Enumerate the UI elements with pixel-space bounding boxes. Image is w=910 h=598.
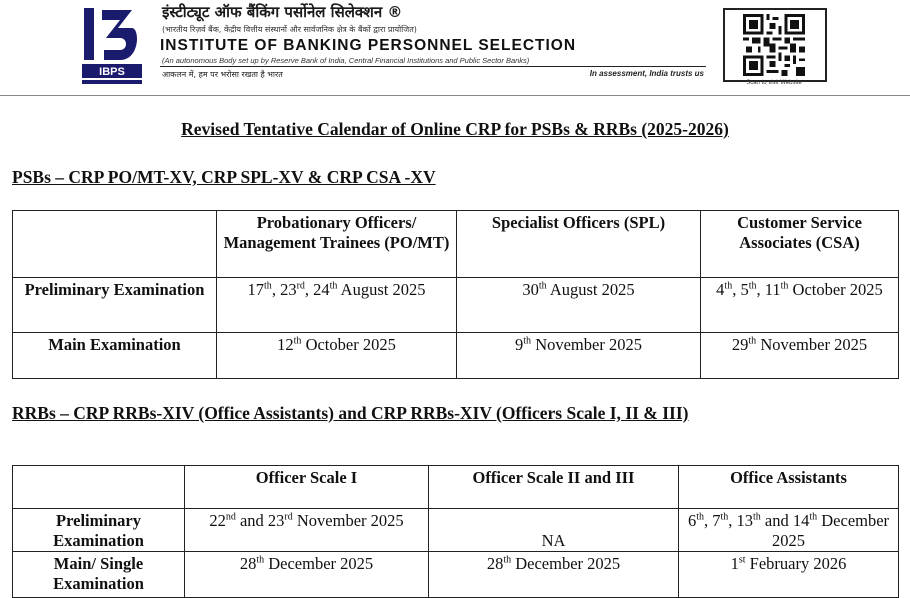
csa-main-date: 29th November 2025 bbox=[701, 333, 899, 379]
qr-caption: Scan to visit Website bbox=[746, 80, 802, 86]
org-subtitle-english: (An autonomous Body set up by Reserve Bank of India, Central Financial Institutions and Public Sector Banks) bbox=[162, 56, 530, 65]
org-name-hindi: इंस्टीट्यूट ऑफ बैंकिंग पर्सोनेल सिलेक्शन ® bbox=[162, 3, 403, 21]
header-rule bbox=[160, 66, 706, 67]
table-row bbox=[13, 509, 899, 552]
table-header-row bbox=[13, 466, 899, 509]
table-row bbox=[13, 278, 899, 333]
scale1-main-date: 28th December 2025 bbox=[185, 552, 429, 598]
table-header-row bbox=[13, 211, 899, 278]
empty-header-cell bbox=[13, 211, 217, 278]
logo-text: IBPS bbox=[99, 66, 125, 78]
motto-english: In assessment, India trusts us bbox=[589, 69, 704, 78]
ibps-logo bbox=[80, 6, 144, 86]
col-header-spl: Specialist Officers (SPL) bbox=[457, 211, 701, 278]
rrb-section-heading: RRBs – CRP RRBs-XIV (Office Assistants) and CRP RRBs-XIV (Officers Scale I, II & III) bbox=[12, 403, 689, 423]
col-header-csa: Customer Service Associates (CSA) bbox=[701, 211, 899, 278]
document-title: Revised Tentative Calendar of Online CRP for PSBs & RRBs (2025-2026) bbox=[181, 119, 729, 139]
psb-section-heading: PSBs – CRP PO/MT-XV, CRP SPL-XV & CRP CSA -XV bbox=[12, 167, 436, 187]
table-row bbox=[13, 333, 899, 379]
spl-main-date: 9th November 2025 bbox=[457, 333, 701, 379]
po-prelim-date: 17th, 23rd, 24th August 2025 bbox=[217, 278, 457, 333]
row-header-prelim: Preliminary Examination bbox=[13, 509, 185, 552]
psb-calendar-table bbox=[12, 210, 899, 379]
col-header-office-assistants: Office Assistants bbox=[679, 466, 899, 509]
csa-prelim-date: 4th, 5th, 11th October 2025 bbox=[701, 278, 899, 333]
oa-prelim-date: 6th, 7th, 13th and 14th December 2025 bbox=[679, 509, 899, 552]
row-header-prelim: Preliminary Examination bbox=[13, 278, 217, 333]
qr-code-box[interactable] bbox=[723, 8, 827, 82]
row-header-main: Main Examination bbox=[13, 333, 217, 379]
row-header-main: Main/ Single Examination bbox=[13, 552, 185, 598]
col-header-scale1: Officer Scale I bbox=[185, 466, 429, 509]
org-subtitle-hindi: (भारतीय रिज़र्व बैंक, केंद्रीय वित्तीय संस्थानों और सार्वजनिक क्षेत्र के बैंकों द्वारा प्रायोजित) bbox=[162, 25, 417, 34]
oa-main-date: 1st February 2026 bbox=[679, 552, 899, 598]
scale23-prelim-date: NA bbox=[429, 509, 679, 552]
po-main-date: 12th October 2025 bbox=[217, 333, 457, 379]
col-header-scale23: Officer Scale II and III bbox=[429, 466, 679, 509]
org-name-english: INSTITUTE OF BANKING PERSONNEL SELECTION bbox=[160, 37, 577, 54]
header-divider bbox=[0, 95, 910, 96]
qr-code-icon bbox=[743, 14, 805, 76]
col-header-po: Probationary Officers/ Management Trainees (PO/MT) bbox=[217, 211, 457, 278]
scale23-main-date: 28th December 2025 bbox=[429, 552, 679, 598]
table-row bbox=[13, 552, 899, 598]
empty-header-cell bbox=[13, 466, 185, 509]
rrb-calendar-table bbox=[12, 465, 899, 598]
letterhead bbox=[0, 0, 910, 92]
spl-prelim-date: 30th August 2025 bbox=[457, 278, 701, 333]
motto-hindi: आकलन में, हम पर भरोसा रखता है भारत bbox=[162, 70, 283, 79]
scale1-prelim-date: 22nd and 23rd November 2025 bbox=[185, 509, 429, 552]
